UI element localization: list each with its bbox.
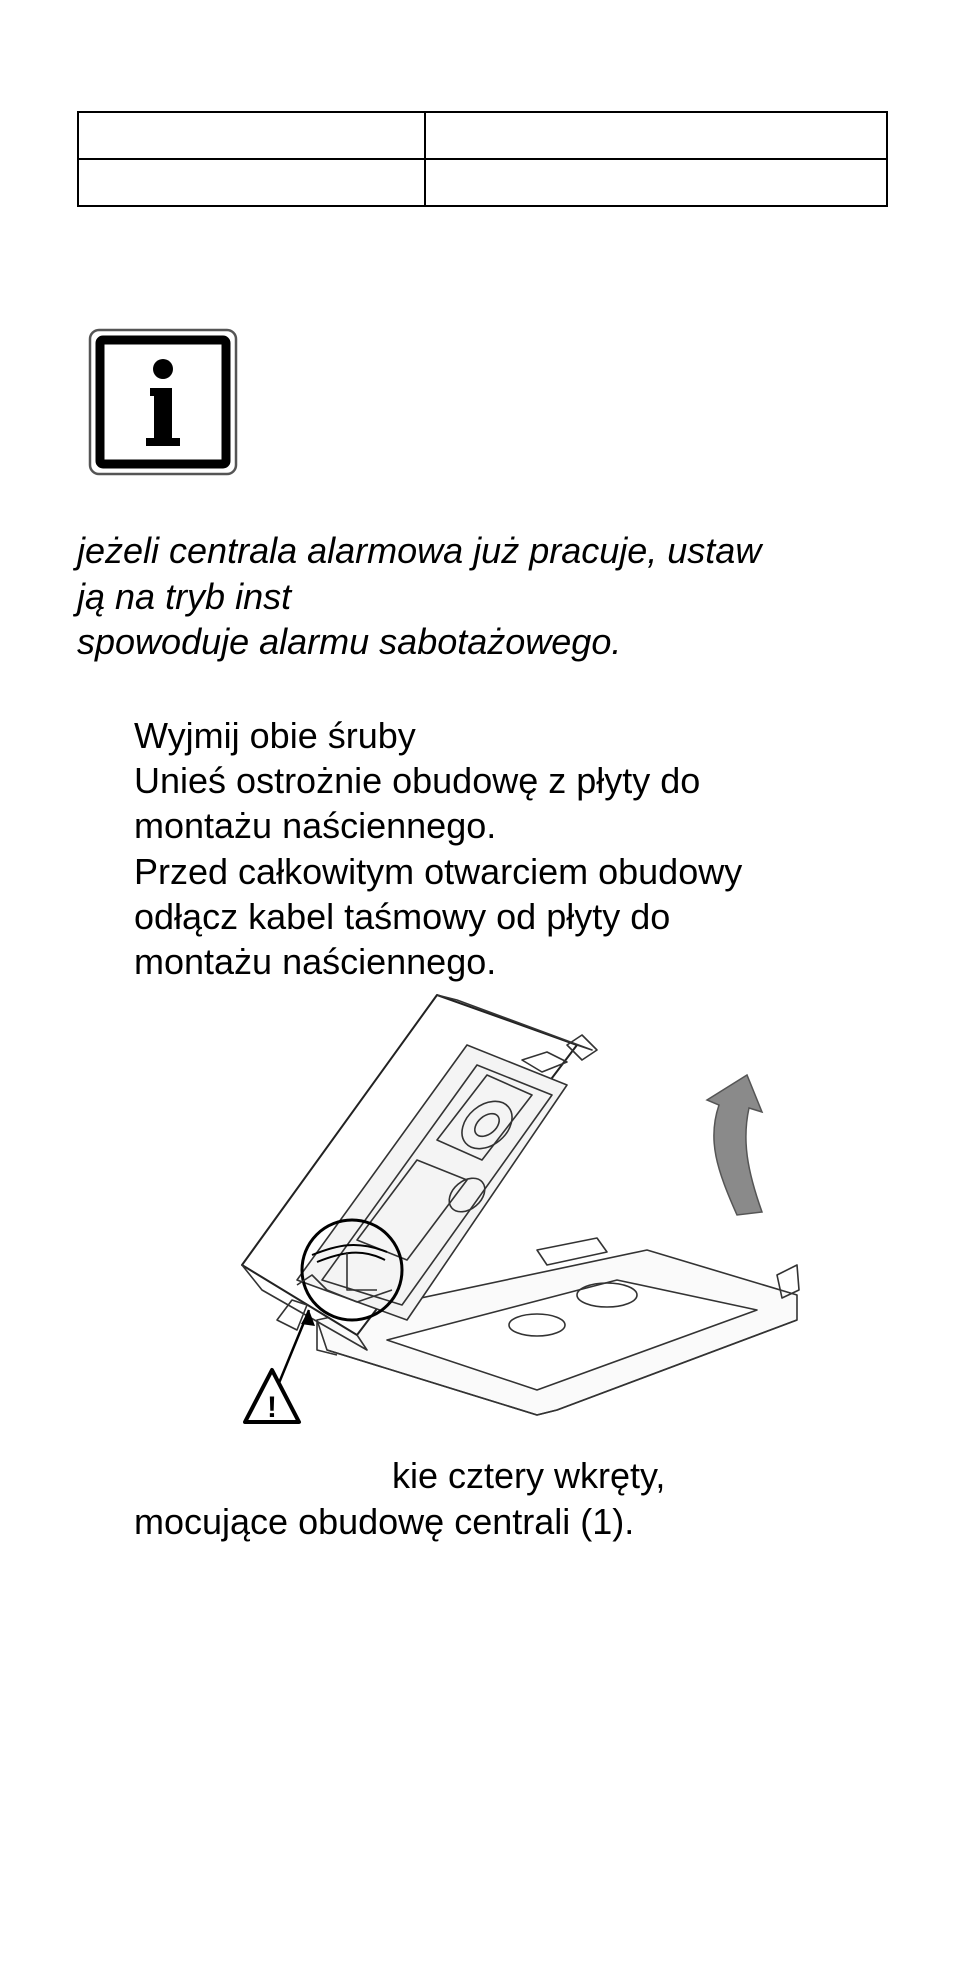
step-line: odłącz kabel taśmowy od płyty do [134, 895, 671, 937]
header-table [77, 111, 888, 207]
step-line: Unieś ostrożnie obudowę z płyty do [134, 760, 701, 802]
table-row [78, 159, 887, 206]
note-line: jeżeli centrala alarmowa już pracuje, ustaw [77, 530, 762, 571]
info-icon [88, 328, 238, 476]
lift-arrow-icon [707, 1075, 762, 1215]
step-line: montażu naściennego. [134, 941, 497, 983]
note-line: spowoduje alarmu sabotażowego. [77, 621, 622, 662]
step-line: montażu naściennego. [134, 805, 497, 847]
final-line: mocujące obudowę centrali (1). [134, 1500, 635, 1542]
warning-note [77, 528, 897, 665]
instruction-steps [134, 713, 934, 984]
table-row [78, 112, 887, 159]
table-cell [78, 159, 425, 206]
final-line: kie cztery wkręty, [392, 1455, 666, 1496]
final-instruction [134, 1453, 934, 1544]
table-cell [425, 159, 887, 206]
warning-glyph: ! [267, 1391, 277, 1424]
step-line: Wyjmij obie śruby [134, 715, 416, 756]
warning-icon [245, 1370, 299, 1424]
table-cell [78, 112, 425, 159]
note-line: ją na tryb inst [77, 575, 292, 617]
housing-opening-illustration [237, 990, 807, 1440]
table-cell [425, 112, 887, 159]
step-line: Przed całkowitym otwarciem obudowy [134, 850, 743, 892]
